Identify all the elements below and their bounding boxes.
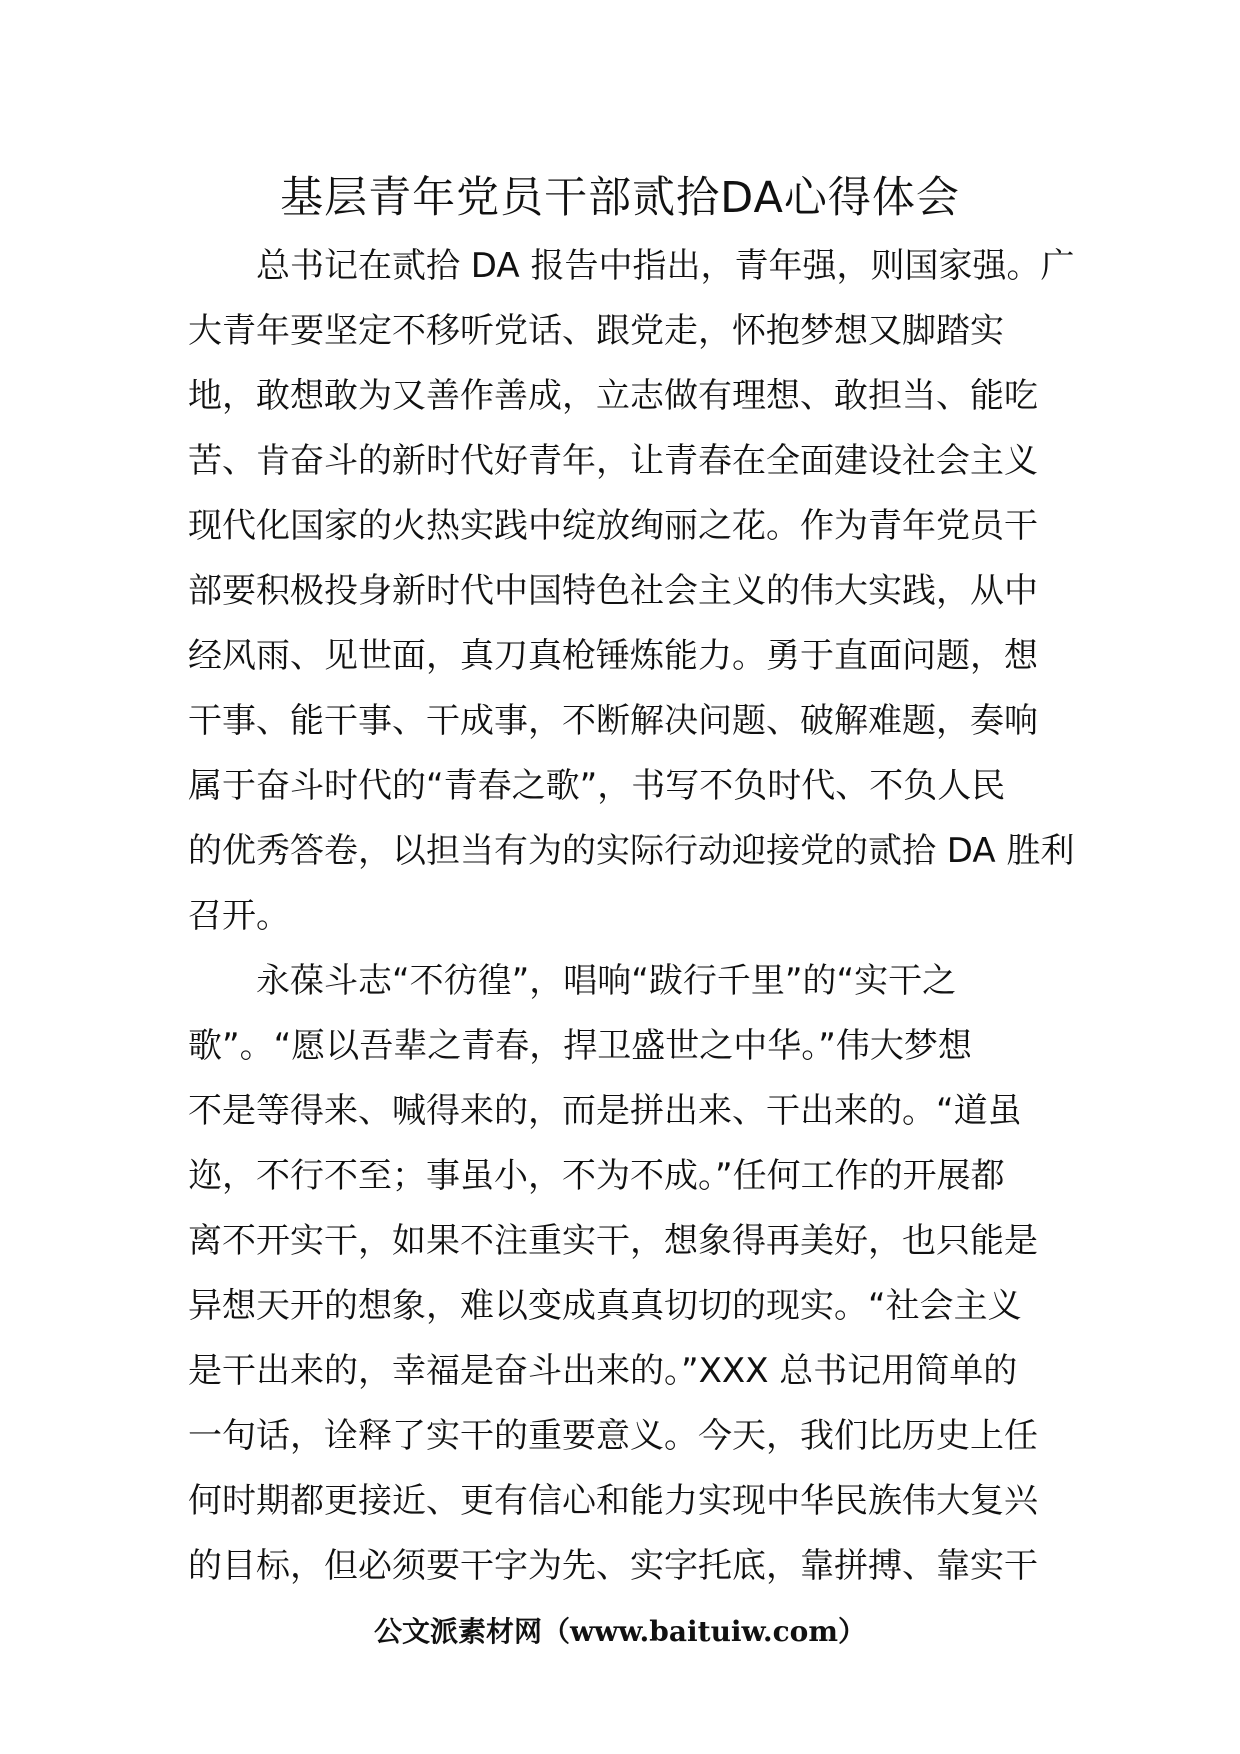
text-line: 歌”。“愿以吾辈之青春，捍卫盛世之中华。”伟大梦想 [188, 1026, 972, 1066]
text-line: 不是等得来、喊得来的，而是拼出来、干出来的。“道虽 [188, 1091, 1022, 1131]
text-line: 永葆斗志“不彷徨”，唱响“跋行千里”的“实干之 [256, 961, 957, 1001]
text-line: 现代化国家的火热实践中绽放绚丽之花。作为青年党员干 [188, 506, 1038, 546]
text-line: 经风雨、见世面，真刀真枪锤炼能力。勇于直面问题，想 [188, 636, 1038, 676]
text-line: 异想天开的想象，难以变成真真切切的现实。“社会主义 [188, 1286, 1022, 1326]
text-line: 的目标，但必须要干字为先、实字托底，靠拼搏、靠实干 [188, 1546, 1038, 1586]
paragraph-1 [188, 234, 1075, 949]
text-line: 一句话，诠释了实干的重要意义。今天，我们比历史上任 [188, 1416, 1038, 1456]
document-title: 基层青年党员干部贰拾DA心得体会 [280, 173, 960, 223]
text-line: 迩，不行不至；事虽小，不为不成。”任何工作的开展都 [188, 1156, 1005, 1196]
text-line: 是干出来的，幸福是奋斗出来的。”XXX 总书记用简单的 [188, 1351, 1018, 1391]
text-line: 何时期都更接近、更有信心和能力实现中华民族伟大复兴 [188, 1481, 1038, 1521]
text-line: 地，敢想敢为又善作善成，立志做有理想、敢担当、能吃 [188, 376, 1038, 416]
text-line: 大青年要坚定不移听党话、跟党走，怀抱梦想又脚踏实 [188, 311, 1004, 351]
text-line: 离不开实干，如果不注重实干，想象得再美好，也只能是 [188, 1221, 1038, 1261]
document-body [188, 234, 1075, 1599]
text-line: 总书记在贰拾 DA 报告中指出，青年强，则国家强。广 [256, 246, 1075, 286]
paragraph-2 [188, 949, 1053, 1599]
text-line: 干事、能干事、干成事，不断解决问题、破解难题，奏响 [188, 701, 1038, 741]
text-line: 苦、肯奋斗的新时代好青年，让青春在全面建设社会主义 [188, 441, 1038, 481]
text-line: 部要积极投身新时代中国特色社会主义的伟大实践，从中 [188, 571, 1038, 611]
text-line: 属于奋斗时代的“青春之歌”，书写不负时代、不负人民 [188, 766, 1006, 806]
text-line: 的优秀答卷，以担当有为的实际行动迎接党的贰拾 DA 胜利 [188, 831, 1075, 871]
footer-source: 公文派素材网（www.baituiw.com） [374, 1615, 866, 1648]
text-line: 召开。 [188, 896, 290, 936]
